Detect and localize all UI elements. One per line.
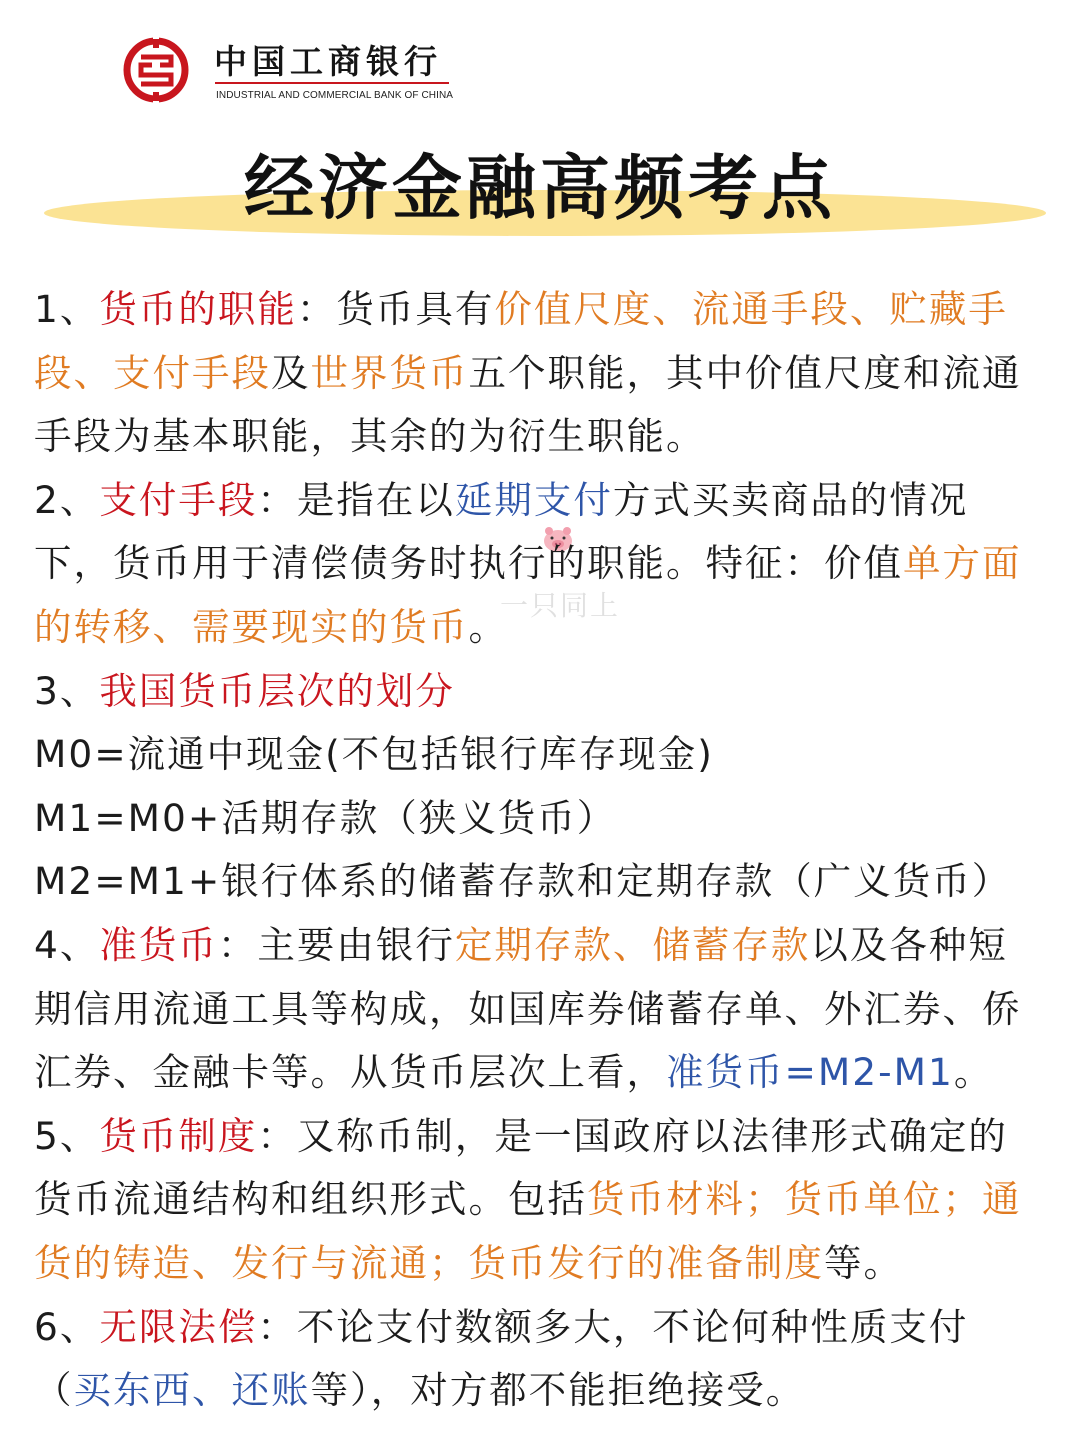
- point-highlight: 定期存款、储蓄存款: [454, 922, 811, 967]
- icbc-logo-icon: [122, 36, 190, 104]
- point-text: 方式买卖商品的情况下，货币用于清偿债务时执行的职能。特征：价值: [34, 477, 969, 586]
- page-title: 经济金融高频考点: [244, 147, 836, 229]
- point-text: 等），对方都不能拒绝接受。: [310, 1368, 806, 1413]
- point-number: 1、: [34, 287, 100, 331]
- point-term: 货币制度: [99, 1113, 258, 1158]
- point-term: 支付手段: [99, 477, 258, 522]
- point-text: ：又称币制，是一国政府以法律形式确定的货币流通结构和组织形式。包括: [34, 1113, 1008, 1222]
- bank-name-underline: [215, 82, 449, 84]
- point-emphasis: 准货币=M2-M1: [666, 1050, 954, 1095]
- point-text: 及: [271, 350, 311, 395]
- point-emphasis: 延期支付: [454, 477, 613, 522]
- point-6: [34, 1296, 1046, 1423]
- point-text: ：主要由银行: [217, 922, 455, 967]
- point-number: 4、: [34, 922, 100, 967]
- point-term: 准货币: [99, 922, 218, 967]
- point-highlight: 价值尺度、流通手段、贮藏手段、支付手段: [34, 287, 1008, 395]
- point-term: 无限法偿: [99, 1304, 258, 1349]
- point-number: 3、: [34, 668, 100, 713]
- point-emphasis: 买东西、还账: [73, 1368, 311, 1413]
- point-text: ：货币具有: [296, 287, 495, 331]
- point-term: 我国货币层次的划分: [99, 668, 455, 713]
- point-text: 以及各种短期信用流通工具等构成，如国库券储蓄存单、外汇券、侨汇券、金融卡等。从货币层次上看，: [34, 922, 1022, 1095]
- point-term: 货币的职能: [99, 287, 297, 331]
- point-text: 。: [468, 604, 508, 649]
- money-level-m2: M2=M1+银行体系的储蓄存款和定期存款（广义货币）: [34, 859, 1012, 904]
- point-text: 等。: [824, 1240, 903, 1285]
- point-number: 5、: [34, 1113, 100, 1158]
- point-text: 五个职能，其中价值尺度和流通手段为基本职能，其余的为衍生职能。: [34, 350, 1022, 459]
- bank-name-en: INDUSTRIAL AND COMMERCIAL BANK OF CHINA: [216, 90, 454, 101]
- bank-header: [118, 30, 458, 110]
- money-level-m0: M0=流通中现金(不包括银行库存现金): [34, 732, 714, 777]
- title-section: [0, 126, 1080, 236]
- point-4: [34, 914, 1046, 1105]
- point-2: [34, 469, 1046, 660]
- watermark: 一只同上: [500, 589, 621, 622]
- point-text: ：不论支付数额多大，不论何种性质支付（: [34, 1304, 969, 1413]
- point-number: 2、: [34, 477, 100, 522]
- point-1: [34, 278, 1046, 469]
- point-highlight: 单方面的转移、需要现实的货币: [34, 541, 1022, 649]
- point-text: ：是指在以: [257, 477, 455, 522]
- point-3: [34, 660, 1046, 724]
- bank-name-cn: 中国工商银行: [214, 42, 442, 81]
- point-text: 。: [953, 1050, 994, 1095]
- point-highlight: 货币材料；货币单位；通货的铸造、发行与流通；货币发行的准备制度: [34, 1177, 1022, 1285]
- point-5: [34, 1105, 1046, 1296]
- point-number: 6、: [34, 1304, 100, 1349]
- point-highlight: 世界货币: [310, 350, 469, 395]
- content-body: [34, 278, 1046, 1423]
- money-level-m1: M1=M0+活期存款（狭义货币）: [34, 795, 617, 840]
